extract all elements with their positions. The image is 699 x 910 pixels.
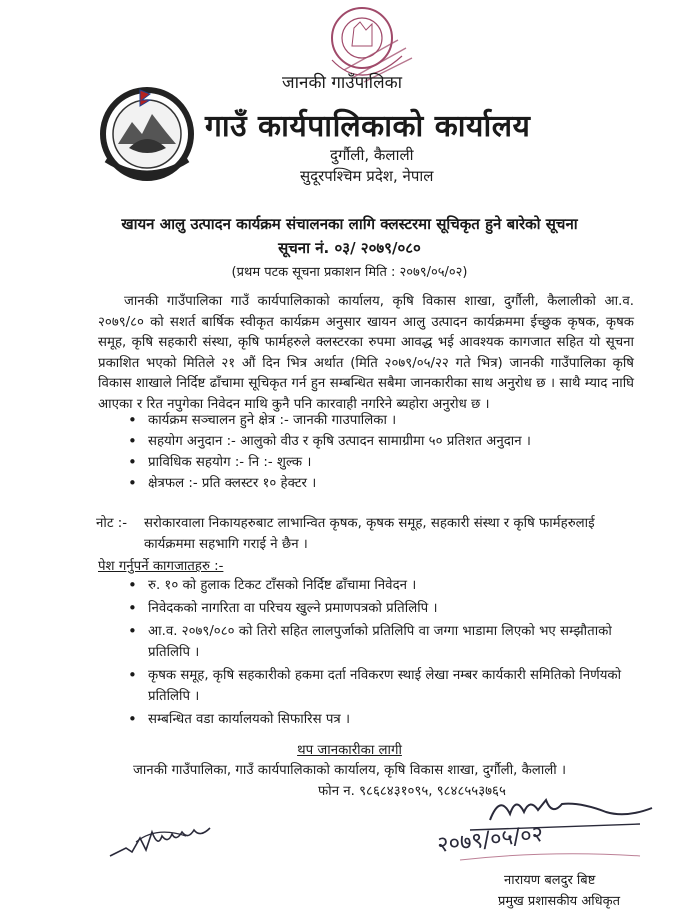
address-line-2: सुदूरपश्चिम प्रदेश, नेपाल bbox=[300, 167, 434, 185]
program-details-list bbox=[118, 410, 638, 494]
list-item: • आ.व. २०७९/०८० को तिरो सहित लालपुर्जाको प्रतिलिपि वा जग्गा भाडामा लिएको भए सम्झौताको प्रतिलिपि । bbox=[118, 621, 638, 663]
notice-title: खायन आलु उत्पादन कार्यक्रम संचालनका लागि क्लस्टरमा सूचिकृत हुने बारेको सूचना bbox=[121, 215, 578, 233]
documents-list bbox=[118, 575, 638, 732]
more-info-heading: थप जानकारीका लागी bbox=[297, 743, 402, 758]
note-text: सरोकारवाला निकायहरुबाट लाभान्वित कृषक, कृषक समूह, सहकारी संस्था र कृषि फार्महरुलाई कार्यक्रममा सहभागि गराई ने छैन । bbox=[144, 516, 595, 552]
handwritten-date: २०७९/०५/०२ bbox=[436, 821, 545, 858]
more-info-address: जानकी गाउँपालिका, गाउँ कार्यपालिकाको कार्यालय, कृषि विकास शाखा, दुर्गौली, कैलाली । bbox=[133, 763, 566, 778]
note-label: नोट :- bbox=[96, 516, 128, 531]
list-item: • सहयोग अनुदान :- आलुको वीउ र कृषि उत्पादन सामाग्रीमा ५० प्रतिशत अनुदान । bbox=[118, 431, 638, 452]
publish-date: (प्रथम पटक सूचना प्रकाशन मिति : २०७९/०५/०२) bbox=[231, 265, 468, 280]
notice-number: सूचना नं. ०३/ २०७९/०८० bbox=[278, 239, 421, 257]
notice-body: जानकी गाउँपालिका गाउँ कार्यपालिकाको कार्यालय, कृषि विकास शाखा, दुर्गौली, कैलालीको आ.व. २०७९/८० को सशर्त बार्षिक स्वीकृत कार्यक्रम अनुसार खायन आलु उत्पादन कार्यक्रममा ईच्छुक कृषक, कृषक समूह, कृषि सहकारी संस्था, कृषि फार्महरुले क्लस्टरका रुपमा आवद्ध भई आवश्यक कागजात सहित यो सूचना प्रकाशित भएको मितिले २१ औं दिन भित्र अर्थात (मिति २०७९/०५/२२ गते भित्र) जानकी गाउँपालिका कृषि विकास शाखाले निर्दिष्ट ढाँचामा सूचिकृत गर्न हुन सम्बन्धित सबैमा जानकारीका साथ अनुरोध छ । साथै म्याद नाघि आएका र रित नपुगेका निवेदन माथि कुनै पनि कारवाही नगरिने ब्यहोरा अनुरोध छ । bbox=[98, 294, 634, 412]
signer-title: प्रमुख प्रशासकीय अधिकृत bbox=[498, 894, 621, 909]
list-item: • प्राविधिक सहयोग :- नि :- शुल्क । bbox=[118, 452, 638, 473]
list-item: • कृषक समूह, कृषि सहकारीको हकमा दर्ता नविकरण स्थाई लेखा नम्बर कार्यकारी समितिको निर्णयको प्रतिलिपि । bbox=[118, 665, 638, 707]
signer-name: नारायण बलदुर बिष्ट bbox=[504, 873, 596, 888]
list-item: • कार्यक्रम सञ्चालन हुने क्षेत्र :- जानकी गाउपालिका । bbox=[118, 410, 638, 431]
list-item: • सम्बन्धित वडा कार्यालयको सिफारिस पत्र । bbox=[118, 709, 638, 730]
list-item: • निवेदकको नागरिता वा परिचय खुल्ने प्रमाणपत्रको प्रतिलिपि । bbox=[118, 598, 638, 619]
left-signature-icon bbox=[106, 818, 218, 862]
list-item: • क्षेत्रफल :- प्रति क्लस्टर १० हेक्टर । bbox=[118, 473, 638, 494]
note-block bbox=[96, 513, 644, 555]
phone-numbers: फोन न. ९८६८४३१०९५, ९८४८५५३७६५ bbox=[318, 784, 506, 799]
officer-signature-icon bbox=[430, 790, 660, 870]
municipality-name: जानकी गाउँपालिका bbox=[282, 73, 403, 93]
office-title: गाउँ कार्यपालिकाको कार्यालय bbox=[205, 109, 531, 144]
documents-heading: पेश गर्नुपर्ने कागजातहरु :- bbox=[98, 559, 224, 574]
list-item: • रु. १० को हुलाक टिकट टाँसको निर्दिष्ट ढाँचामा निवेदन । bbox=[118, 575, 638, 596]
address-line-1: दुर्गौली, कैलाली bbox=[330, 146, 414, 164]
government-emblem-icon bbox=[96, 82, 198, 184]
